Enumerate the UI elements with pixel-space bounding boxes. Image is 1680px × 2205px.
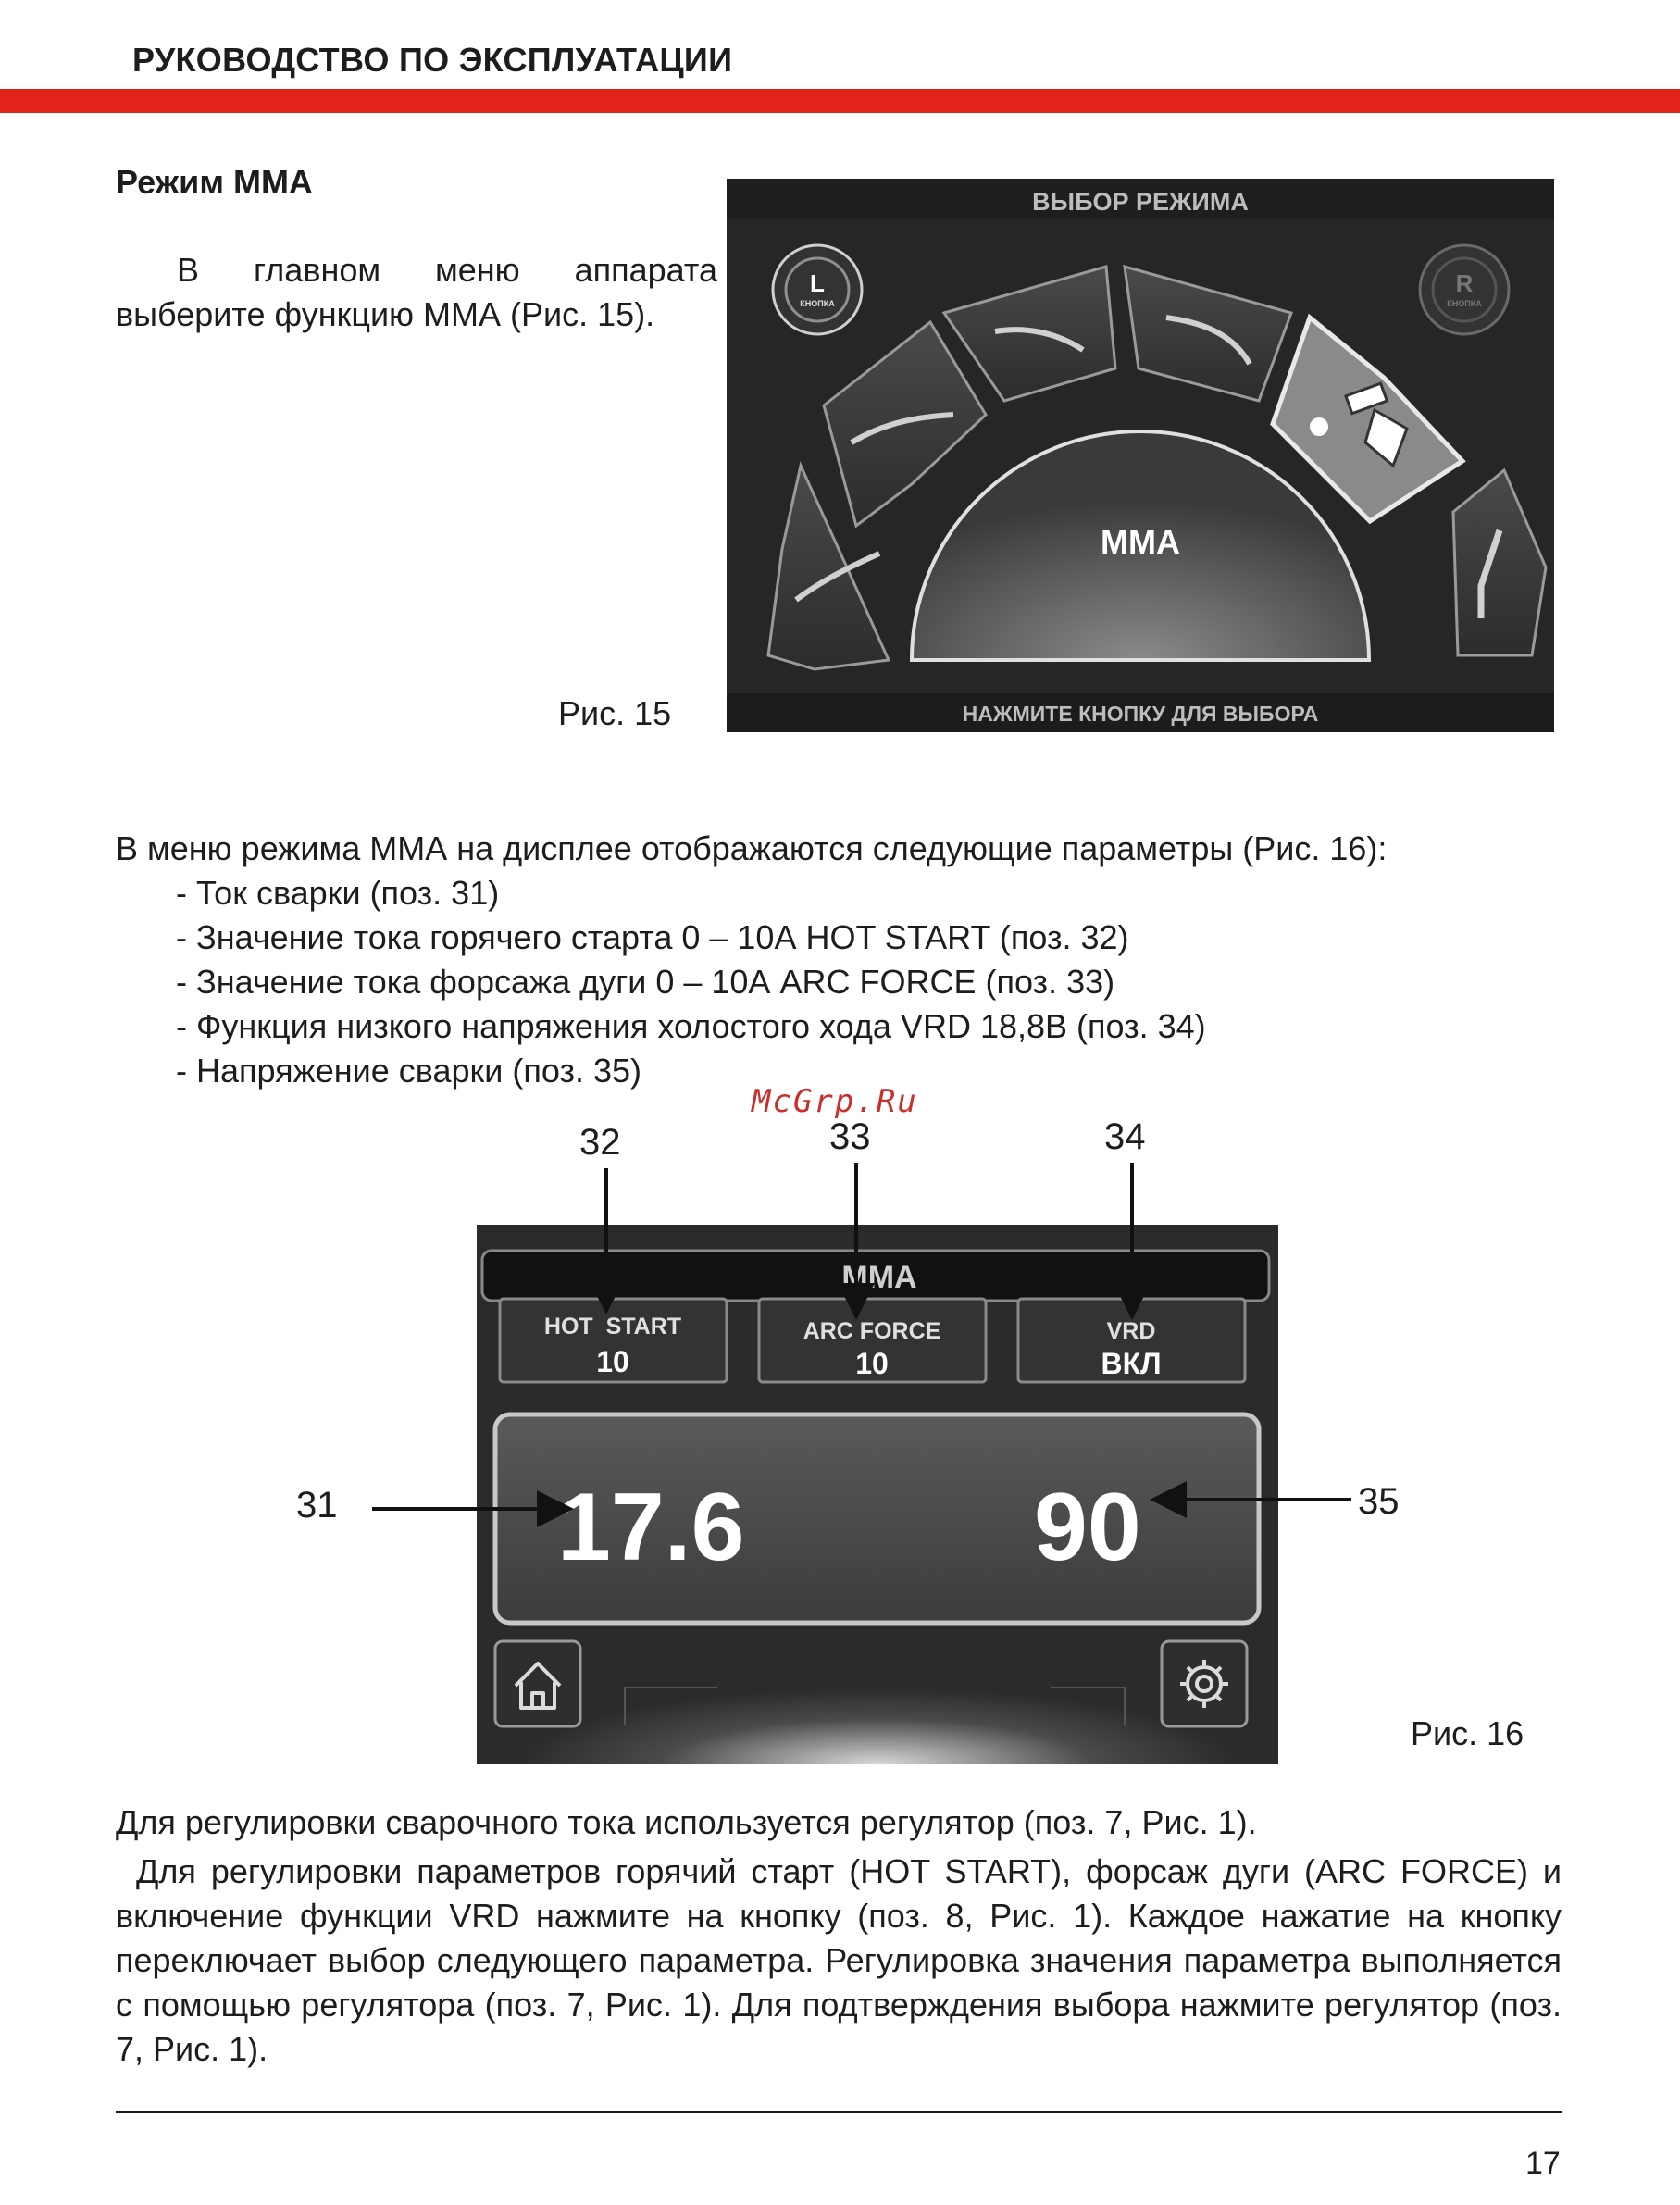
callout-33: 33	[829, 1116, 871, 1157]
callout-35: 35	[1358, 1481, 1400, 1522]
param-item: - Функция низкого напряжения холостого хода VRD 18,8В (поз. 34)	[176, 1007, 1206, 1045]
footer-rule	[116, 2111, 1562, 2113]
page-number: 17	[1525, 2146, 1561, 2181]
screen-title: ВЫБОР РЕЖИМА	[1032, 188, 1249, 216]
callout-31: 31	[296, 1485, 338, 1526]
param-item: - Значение тока форсажа дуги 0 – 10А ARC FORCE (поз. 33)	[176, 963, 1115, 1001]
callout-34: 34	[1104, 1116, 1146, 1157]
callout-32: 32	[579, 1122, 621, 1163]
outro-paragraph-2: Для регулировки параметров горячий старт (HOT START), форсаж дуги (ARC FORCE) и включение функции VRD нажмите на кнопку (поз. 8, Рис. 1). Каждое нажатие на кнопку переключает выбор следующего параметра. Регулировка значения параметра выполняется с помощью регулятора (поз. 7, Рис. 1). Для подтверждения выбора нажмите регулятор (поз. 7, Рис. 1).	[116, 1852, 1562, 2068]
screen-footer-hint: НАЖМИТЕ КНОПКУ ДЛЯ ВЫБОРА	[962, 702, 1319, 726]
hot-start-label: HOT START	[543, 1314, 682, 1339]
welding-current-value: 17.6	[557, 1474, 745, 1581]
watermark: McGrp.Ru	[752, 1083, 918, 1120]
arc-force-label: ARC FORCE	[803, 1318, 941, 1344]
left-button-label: КНОПКА	[800, 299, 835, 308]
arc-force-value: 10	[855, 1347, 889, 1380]
param-item: - Ток сварки (поз. 31)	[176, 874, 500, 912]
selected-mode-label: MMA	[1101, 523, 1180, 561]
left-button-letter: L	[810, 269, 825, 297]
section-title: Режим ММА	[116, 163, 313, 201]
welding-voltage-value: 90	[1034, 1474, 1141, 1581]
figure-16-caption: Рис. 16	[1411, 1714, 1524, 1752]
right-button-letter: R	[1455, 269, 1474, 297]
param-item: - Напряжение сварки (поз. 35)	[176, 1052, 641, 1090]
hot-start-value: 10	[596, 1345, 629, 1378]
page-header-title: РУКОВОДСТВО ПО ЭКСПЛУАТАЦИИ	[132, 41, 733, 79]
intro-paragraph: В главном меню аппарата выберите функцию ММА (Рис. 15).	[116, 251, 717, 333]
params-intro: В меню режима ММА на дисплее отображаются следующие параметры (Рис. 16):	[116, 829, 1388, 867]
right-button-label: КНОПКА	[1447, 299, 1482, 308]
param-item: - Значение тока горячего старта 0 – 10А HOT START (поз. 32)	[176, 918, 1129, 956]
screen-title: MMA	[841, 1260, 917, 1295]
vrd-value: ВКЛ	[1101, 1347, 1162, 1380]
figure-15-caption: Рис. 15	[558, 694, 672, 732]
vrd-label: VRD	[1106, 1318, 1156, 1344]
outro-paragraph-1: Для регулировки сварочного тока используется регулятор (поз. 7, Рис. 1).	[116, 1803, 1257, 1841]
